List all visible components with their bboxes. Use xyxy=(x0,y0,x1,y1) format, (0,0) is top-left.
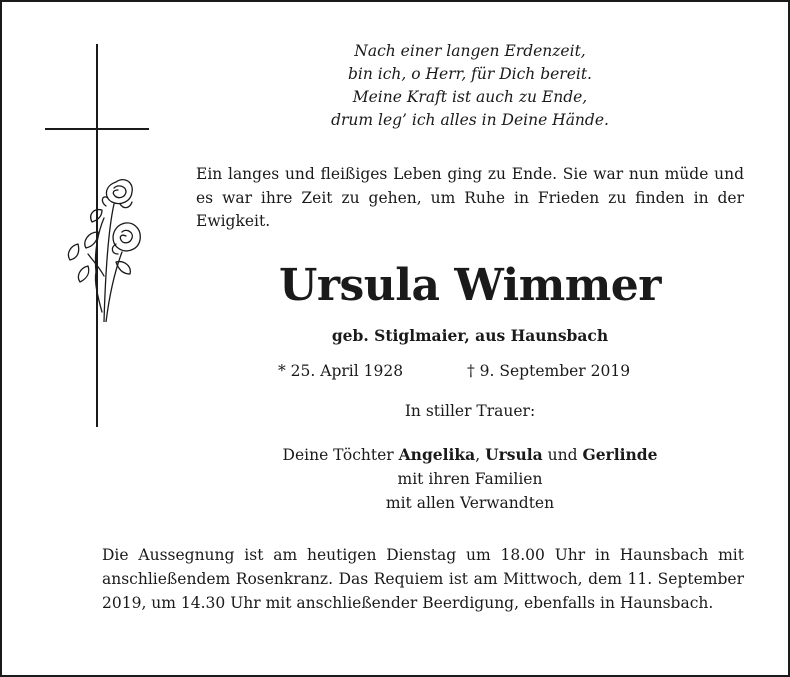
mourning-heading: In stiller Trauer: xyxy=(404,402,536,420)
families-line: mit ihren Familien xyxy=(397,470,543,488)
poem-line: drum leg’ ich alles in Deine Hände. xyxy=(331,111,609,129)
relatives-line: mit allen Verwandten xyxy=(385,494,555,512)
deceased-name: Ursula Wimmer xyxy=(278,260,661,311)
poem-line: Nach einer langen Erdenzeit, xyxy=(354,42,586,60)
intro-text: Ein langes und fleißiges Leben ging zu Ende. Sie war nun müde und es war ihre Zeit zu gehen, um Ruhe in Frieden zu finden in der Ewigkeit. xyxy=(196,165,744,230)
daughters-line xyxy=(196,443,744,467)
maiden-name-origin: geb. Stiglmaier, aus Haunsbach xyxy=(331,326,609,345)
roses-icon xyxy=(58,172,150,322)
birth-date: * 25. April 1928 xyxy=(278,362,404,380)
daughter-name: Angelika xyxy=(398,445,476,464)
separator: und xyxy=(542,446,583,464)
death-date: † 9. September 2019 xyxy=(467,362,631,380)
poem xyxy=(196,40,744,132)
daughters-prefix: Deine Töchter xyxy=(282,446,399,464)
cross-arm xyxy=(45,128,149,130)
funeral-notice: Die Aussegnung ist am heutigen Dienstag um 18.00 Uhr in Haunsbach mit anschließendem Rosenkranz. Das Requiem ist am Mittwoch, dem 11. September 2019, um 14.30 Uhr mit anschließender Beerdigung, ebenfalls in Haunsbach. xyxy=(102,546,744,612)
daughter-name: Ursula xyxy=(485,445,543,464)
poem-line: bin ich, o Herr, für Dich bereit. xyxy=(347,65,592,83)
separator: , xyxy=(475,446,486,464)
family-block xyxy=(196,443,744,515)
daughter-name: Gerlinde xyxy=(582,445,658,464)
poem-line: Meine Kraft ist auch zu Ende, xyxy=(352,88,588,106)
